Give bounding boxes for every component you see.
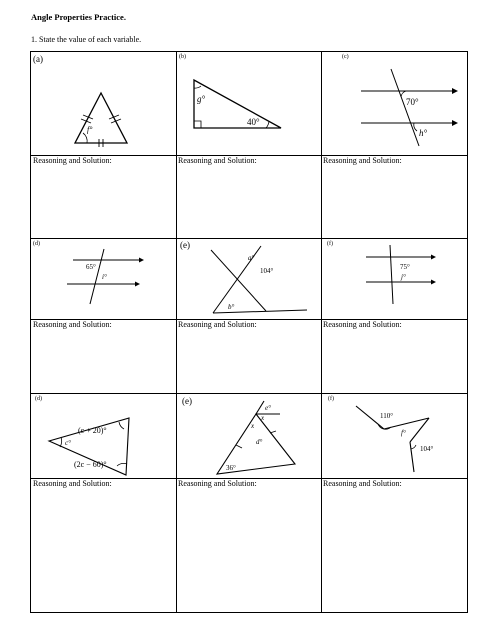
label-x: x [251,422,255,430]
label-110: 110° [380,412,394,420]
label-j: j° [401,273,406,281]
label-c-plus-20: (c + 20)° [78,426,107,435]
label-70: 70° [406,97,419,107]
page-title: Angle Properties Practice. [31,12,126,22]
label-g: g° [197,94,206,104]
label-40: 40° [247,117,260,127]
figure-a-isosceles-triangle [31,52,176,155]
figure-d2-triangle [31,393,176,478]
figure-c-parallel-lines [321,52,469,155]
label-65: 65° [86,263,96,271]
label-36: 36° [226,464,236,472]
label-x: x [261,414,265,422]
label-f: f° [87,125,93,134]
panel-label-a: (a) [33,54,43,64]
reasoning-label: Reasoning and Solution: [33,479,112,488]
reasoning-label: Reasoning and Solution: [323,156,402,165]
figure-f2-zigzag-lines [321,393,469,478]
label-f: f° [401,429,406,437]
label-d: d° [256,438,263,446]
reasoning-label: Reasoning and Solution: [178,156,257,165]
label-75: 75° [400,263,410,271]
label-h: h° [419,128,428,138]
label-c: c° [65,439,71,447]
panel-label-e: (e) [182,396,192,406]
label-104: 104° [420,445,434,453]
panel-label-c: (c) [342,54,349,60]
reasoning-label: Reasoning and Solution: [33,320,112,329]
panel-label-f: (f) [327,241,333,247]
reasoning-label: Reasoning and Solution: [323,479,402,488]
figure-b-right-triangle [176,52,321,155]
reasoning-label: Reasoning and Solution: [33,156,112,165]
panel-label-d: (d) [33,241,40,247]
figure-f-parallel-lines [321,238,469,319]
panel-label-b: (b) [179,54,186,60]
label-a: a° [248,254,255,262]
reasoning-label: Reasoning and Solution: [178,320,257,329]
label-2c-minus-60: (2c − 60)° [74,460,107,469]
label-e: e° [265,404,271,412]
reasoning-label: Reasoning and Solution: [323,320,402,329]
panel-label-e: (e) [180,240,190,250]
reasoning-label: Reasoning and Solution: [178,479,257,488]
label-i: i° [102,273,107,281]
label-104: 104° [260,267,274,275]
label-b: b° [228,303,235,311]
worksheet-grid [30,51,468,613]
panel-label-f: (f) [328,396,334,402]
panel-label-d: (d) [35,396,42,402]
figure-d-parallel-lines [31,238,176,319]
instruction-text: 1. State the value of each variable. [31,35,142,44]
figure-e2-triangle [176,393,321,478]
figure-e-triangle [176,238,321,319]
